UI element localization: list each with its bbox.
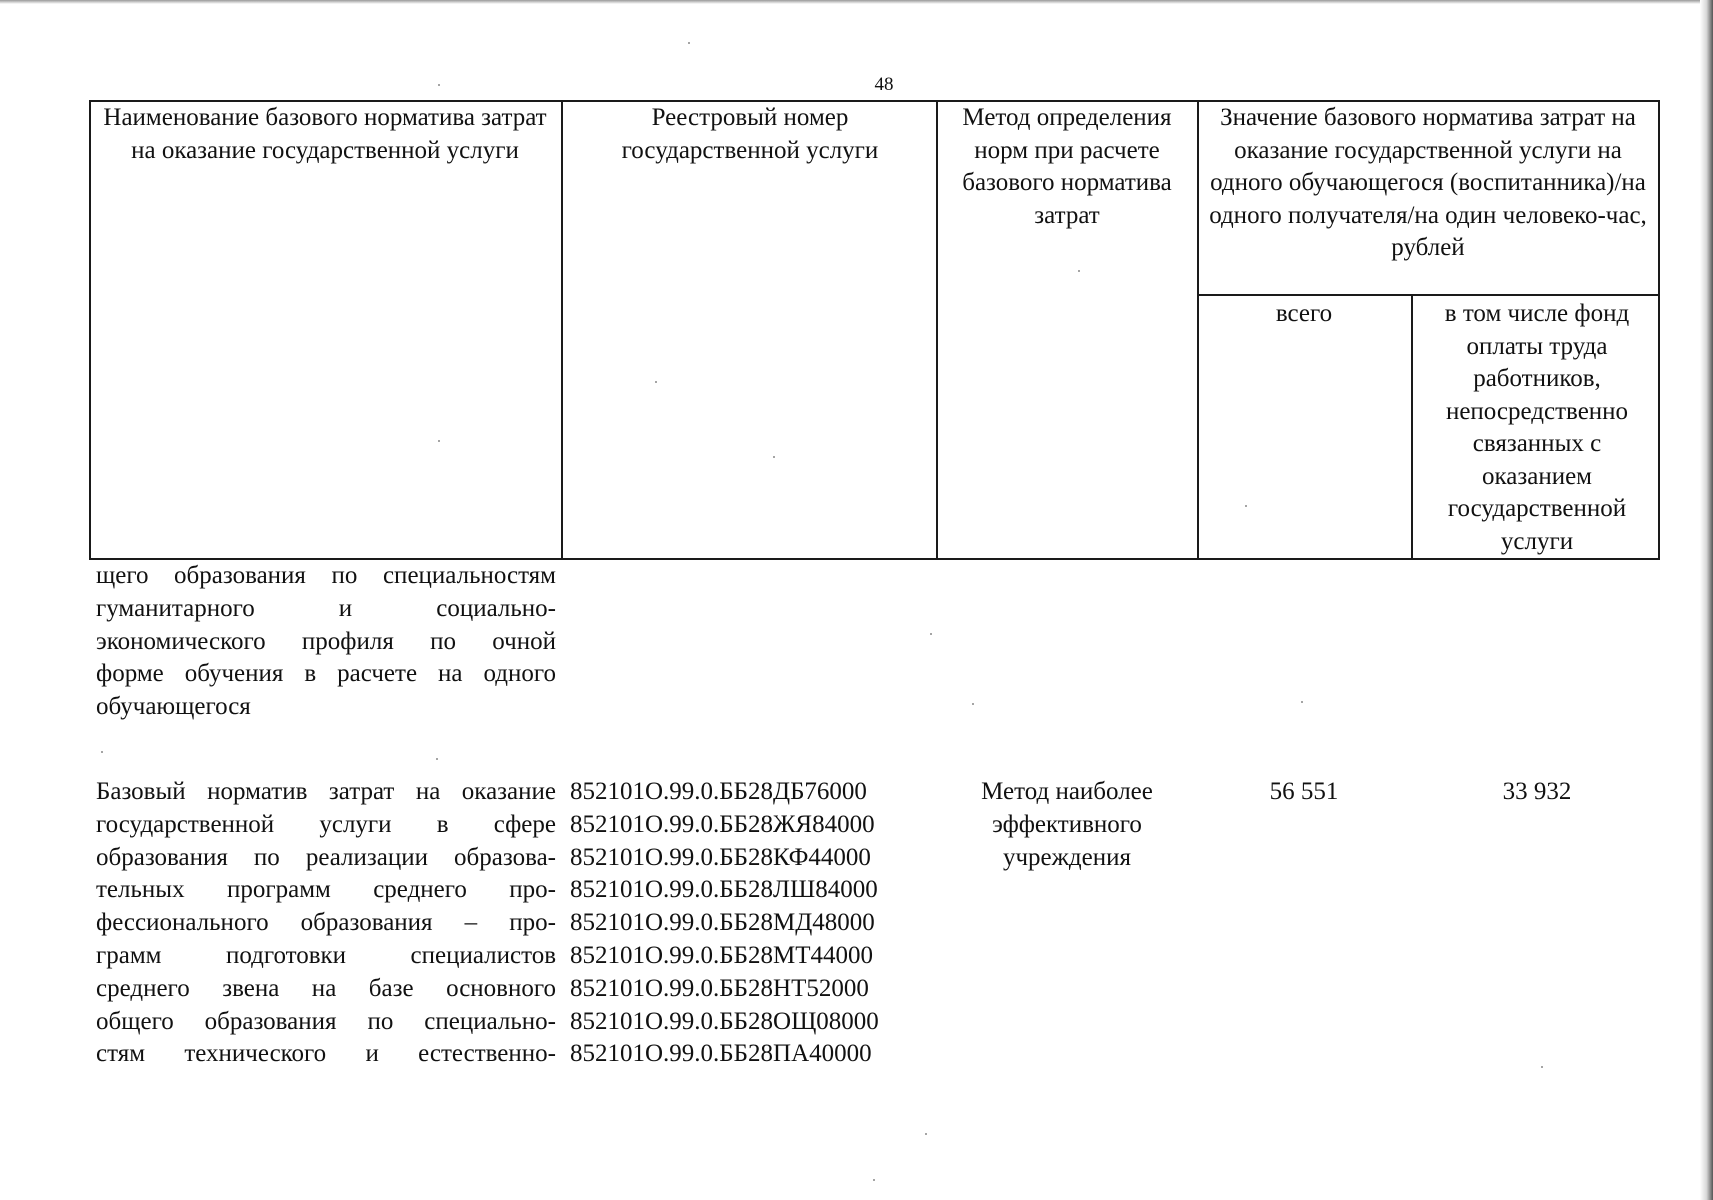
- page-edge-right: [1700, 0, 1713, 1200]
- registry-code: 852101О.99.0.ББ28НТ52000: [570, 974, 869, 1002]
- row-registry-codes: [570, 776, 879, 1071]
- scan-speck: [436, 758, 438, 760]
- scan-speck: [438, 440, 440, 442]
- subheader-divider: [1197, 294, 1660, 296]
- row-name-line: образования по реализации образова-: [96, 843, 556, 871]
- scan-speck: [1078, 270, 1080, 272]
- table-left-border: [89, 100, 91, 560]
- continuation-line: щего образования по специальностям: [96, 562, 556, 589]
- col-divider-2: [936, 100, 938, 560]
- header-subcol-total: всего: [1275, 300, 1333, 327]
- scan-speck: [1301, 701, 1303, 703]
- scan-speck: [930, 633, 932, 635]
- row-name-line: стям технического и естественно-: [96, 1040, 556, 1068]
- scan-speck: [972, 703, 974, 705]
- header-col-name: Наименование базового норматива затрат на оказание государственной услуги: [103, 104, 547, 164]
- registry-code: 852101О.99.0.ББ28ДБ76000: [570, 778, 867, 805]
- row-method: Метод наиболее эффективного учреждения: [981, 778, 1153, 871]
- scan-speck: [1245, 505, 1247, 507]
- row-name-line: фессионального образования – про-: [96, 909, 556, 937]
- registry-code: 852101О.99.0.ББ28ЖЯ84000: [570, 810, 875, 838]
- registry-code: 852101О.99.0.ББ28ПА40000: [570, 1040, 872, 1068]
- col-divider-3: [1197, 100, 1199, 560]
- row-payroll-value: 33 932: [1502, 778, 1572, 805]
- continuation-line: обучающегося: [96, 693, 251, 721]
- registry-code: 852101О.99.0.ББ28МД48000: [570, 909, 875, 937]
- continuation-line: экономического профиля по очной: [96, 627, 556, 655]
- continuation-line: форме обучения в расчете на одного: [96, 660, 556, 688]
- row-name-line: тельных программ среднего про-: [96, 876, 556, 904]
- page-number: 48: [874, 74, 894, 95]
- registry-code: 852101О.99.0.ББ28КФ44000: [570, 843, 871, 871]
- scan-speck: [655, 381, 657, 383]
- header-col-registry-number: Реестровый номер государственной услуги: [621, 104, 879, 164]
- subcol-divider: [1411, 294, 1413, 560]
- header-col-method: Метод определения норм при расчете базового норматива затрат: [962, 104, 1172, 229]
- scan-speck: [438, 84, 440, 86]
- scan-speck: [1541, 1066, 1543, 1068]
- continuation-text: [96, 560, 556, 724]
- row-service-name: [96, 776, 556, 1071]
- row-name-line: общего образования по специально-: [96, 1007, 556, 1035]
- table-right-border: [1658, 100, 1660, 560]
- row-total-value: 56 551: [1269, 778, 1339, 805]
- row-name-line: государственной услуги в сфере: [96, 810, 556, 838]
- scan-speck: [101, 751, 103, 753]
- registry-code: 852101О.99.0.ББ28ОЩ08000: [570, 1007, 879, 1035]
- row-name-line: среднего звена на базе основного: [96, 974, 556, 1002]
- scan-speck: [873, 1179, 875, 1181]
- header-subcol-payroll: в том числе фонд оплаты труда работников, непосредственно связанных с оказанием государственной услуги: [1444, 300, 1630, 555]
- row-name-line: Базовый норматив затрат на оказание: [96, 778, 556, 805]
- scan-speck: [925, 1133, 927, 1135]
- header-col-value: Значение базового норматива затрат на оказание государственной услуги на одного обучающегося (воспитанника)/на одного получателя/на один человеко-час, рублей: [1209, 104, 1647, 261]
- row-name-line: грамм подготовки специалистов: [96, 941, 556, 969]
- col-divider-1: [561, 100, 563, 560]
- scan-speck: [688, 42, 690, 44]
- registry-code: 852101О.99.0.ББ28ЛШ84000: [570, 876, 878, 904]
- scan-speck: [773, 456, 775, 458]
- page-edge-top: [0, 0, 1713, 4]
- registry-code: 852101О.99.0.ББ28МТ44000: [570, 941, 874, 969]
- continuation-line: гуманитарного и социально-: [96, 594, 556, 622]
